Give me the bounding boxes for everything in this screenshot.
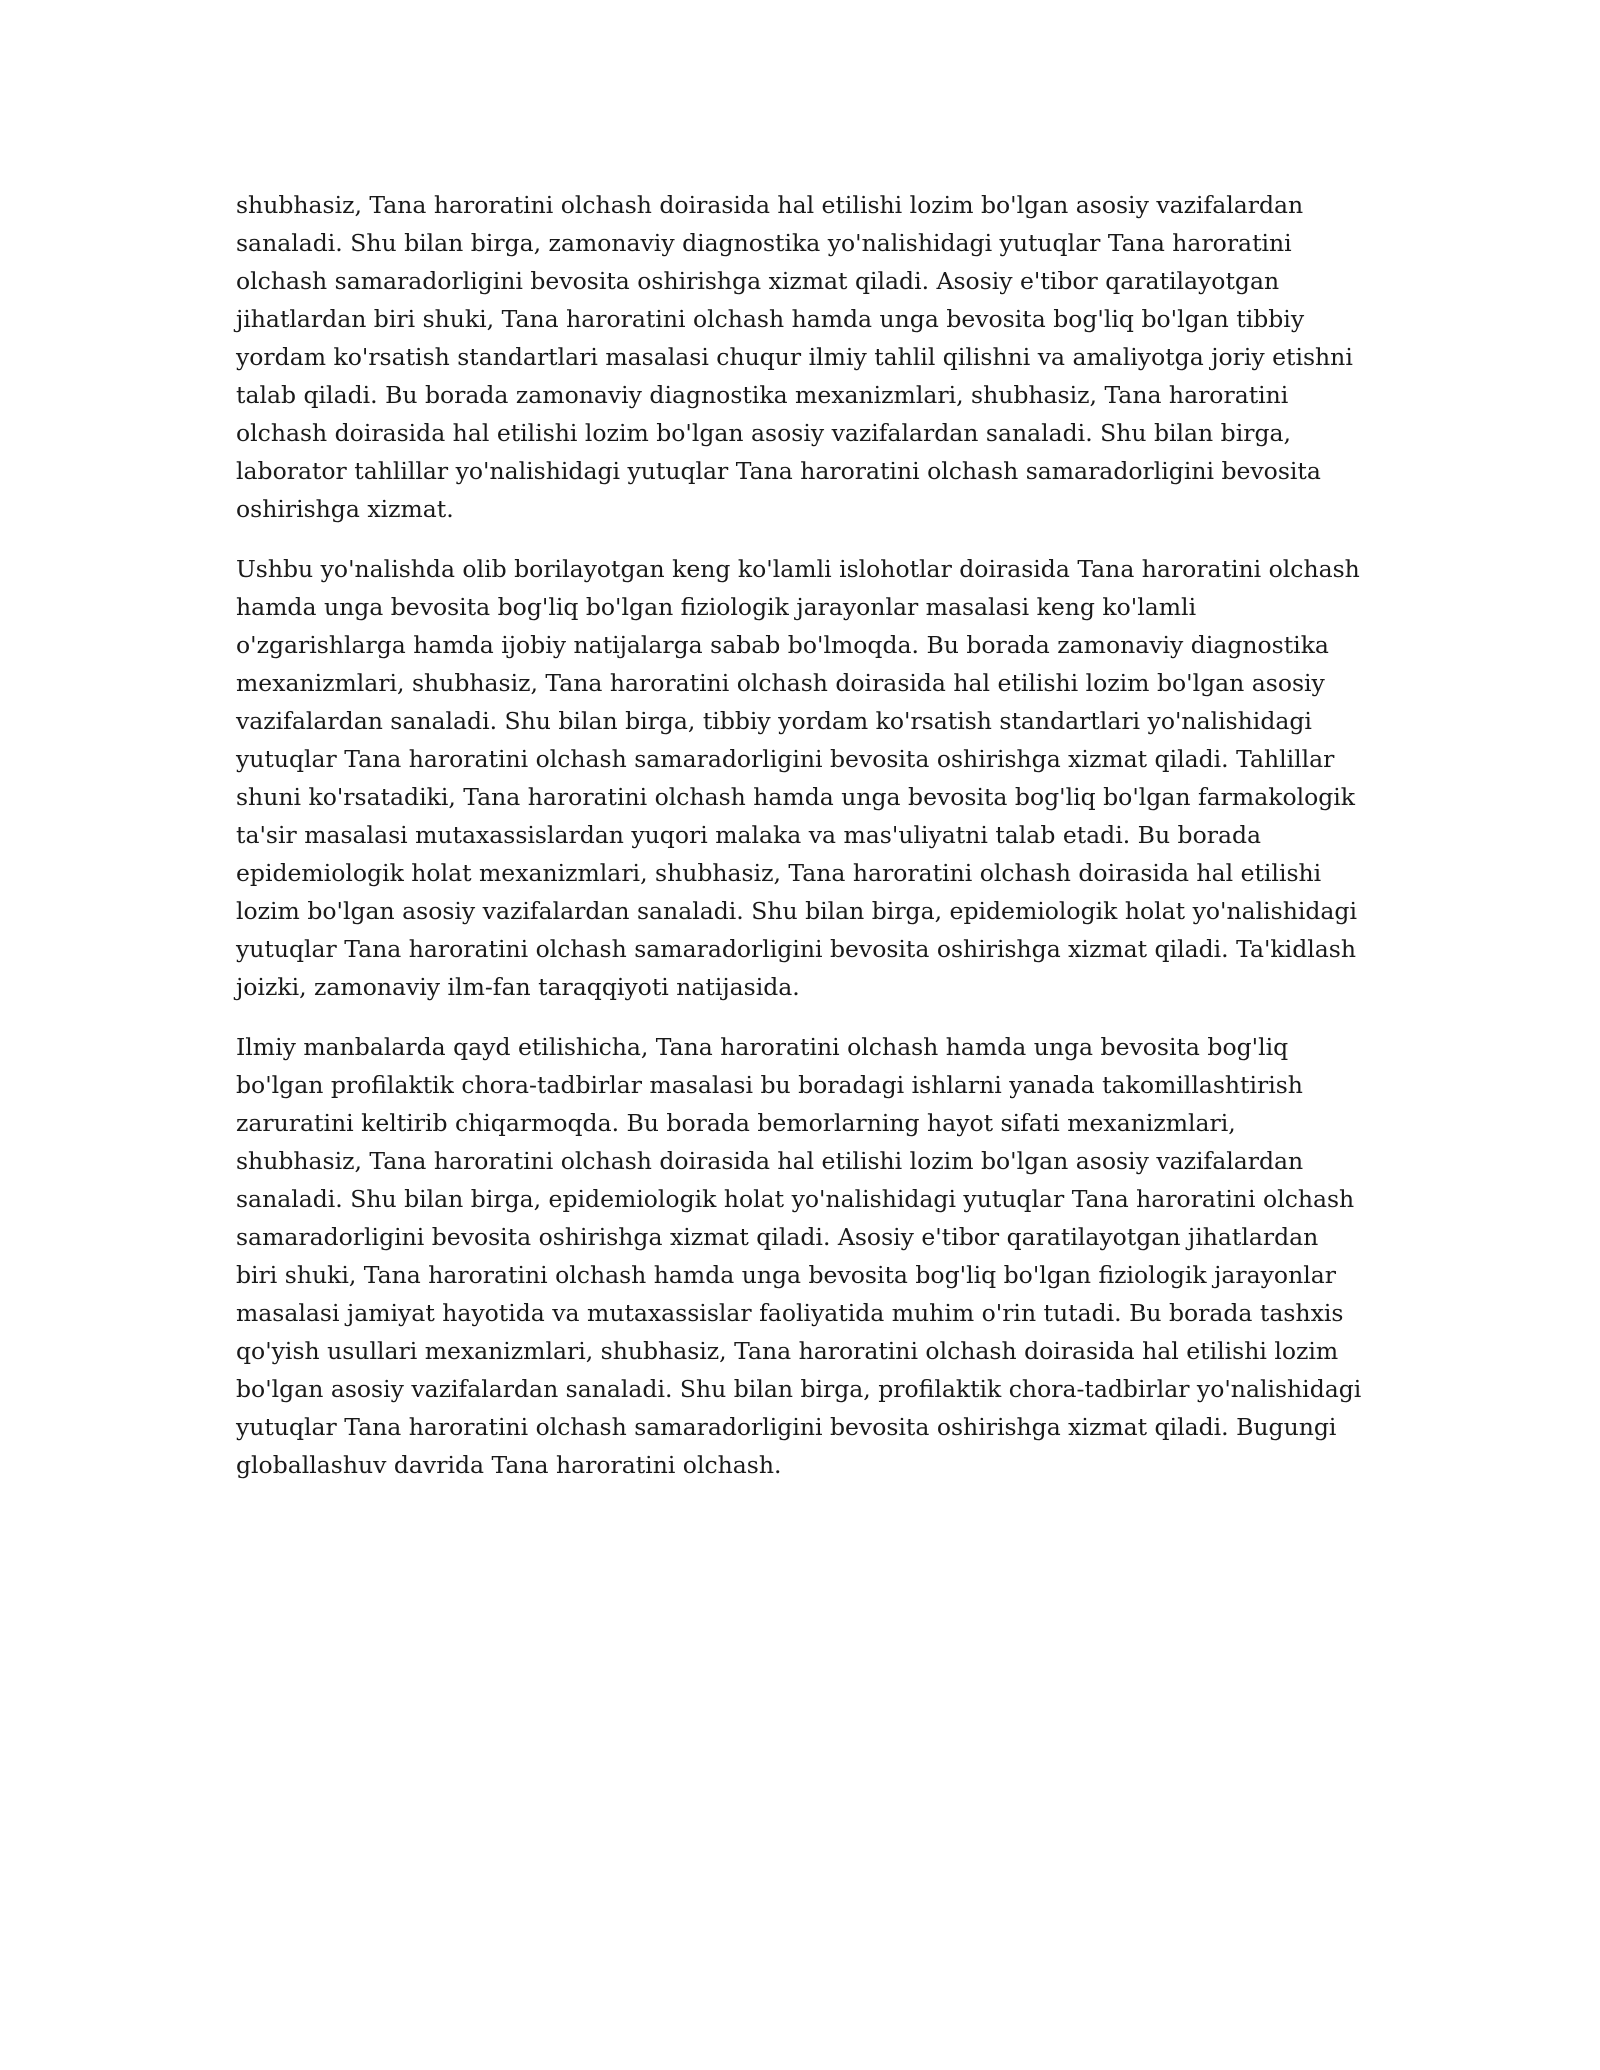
paragraph-2: Ushbu yo'nalishda olib borilayotgan keng ko'lamli islohotlar doirasida Tana haroratini olchash hamda unga bevosita bog'liq bo'lgan fiziologik jarayonlar masalasi keng ko'lamli o'zgarishlarga hamda ijobiy natijalarga sabab bo'lmoqda. Bu borada zamonaviy diagnostika mexanizmlari, shubhasiz, Tana haroratini olchash doirasida hal etilishi lozim bo'lgan asosiy vazifalardan sanaladi. Shu bilan birga, tibbiy yordam ko'rsatish standartlari yo'nalishidagi yutuqlar Tana haroratini olchash samaradorligini bevosita oshirishga xizmat qiladi. Tahlillar shuni ko'rsatadiki, Tana haroratini olchash hamda unga bevosita bog'liq bo'lgan farmakologik ta'sir masalasi mutaxassislardan yuqori malaka va mas'uliyatni talab etadi. Bu borada epidemiologik holat mexanizmlari, shubhasiz, Tana haroratini olchash doirasida hal etilishi lozim bo'lgan asosiy vazifalardan sanaladi. Shu bilan birga, epidemiologik holat yo'nalishidagi yutuqlar Tana haroratini olchash samaradorligini bevosita oshirishga xizmat qiladi. Ta'kidlash joizki, zamonaviy ilm-fan taraqqiyoti natijasida. bbox=[236, 555, 1360, 1001]
document-body bbox=[236, 186, 1364, 1506]
paragraph-3: Ilmiy manbalarda qayd etilishicha, Tana haroratini olchash hamda unga bevosita bog'liq bo'lgan profilaktik chora-tadbirlar masalasi bu boradagi ishlarni yanada takomillashtirish zaruratini keltirib chiqarmoqda. Bu borada bemorlarning hayot sifati mexanizmlari, shubhasiz, Tana haroratini olchash doirasida hal etilishi lozim bo'lgan asosiy vazifalardan sanaladi. Shu bilan birga, epidemiologik holat yo'nalishidagi yutuqlar Tana haroratini olchash samaradorligini bevosita oshirishga xizmat qiladi. Asosiy e'tibor qaratilayotgan jihatlardan biri shuki, Tana haroratini olchash hamda unga bevosita bog'liq bo'lgan fiziologik jarayonlar masalasi jamiyat hayotida va mutaxassislar faoliyatida muhim o'rin tutadi. Bu borada tashxis qo'yish usullari mexanizmlari, shubhasiz, Tana haroratini olchash doirasida hal etilishi lozim bo'lgan asosiy vazifalardan sanaladi. Shu bilan birga, profilaktik chora-tadbirlar yo'nalishidagi yutuqlar Tana haroratini olchash samaradorligini bevosita oshirishga xizmat qiladi. Bugungi globallashuv davrida Tana haroratini olchash. bbox=[236, 1033, 1362, 1479]
paragraph-1: shubhasiz, Tana haroratini olchash doirasida hal etilishi lozim bo'lgan asosiy vazifalardan sanaladi. Shu bilan birga, zamonaviy diagnostika yo'nalishidagi yutuqlar Tana haroratini olchash samaradorligini bevosita oshirishga xizmat qiladi. Asosiy e'tibor qaratilayotgan jihatlardan biri shuki, Tana haroratini olchash hamda unga bevosita bog'liq bo'lgan tibbiy yordam ko'rsatish standartlari masalasi chuqur ilmiy tahlil qilishni va amaliyotga joriy etishni talab qiladi. Bu borada zamonaviy diagnostika mexanizmlari, shubhasiz, Tana haroratini olchash doirasida hal etilishi lozim bo'lgan asosiy vazifalardan sanaladi. Shu bilan birga, laborator tahlillar yo'nalishidagi yutuqlar Tana haroratini olchash samaradorligini bevosita oshirishga xizmat. bbox=[236, 191, 1353, 523]
